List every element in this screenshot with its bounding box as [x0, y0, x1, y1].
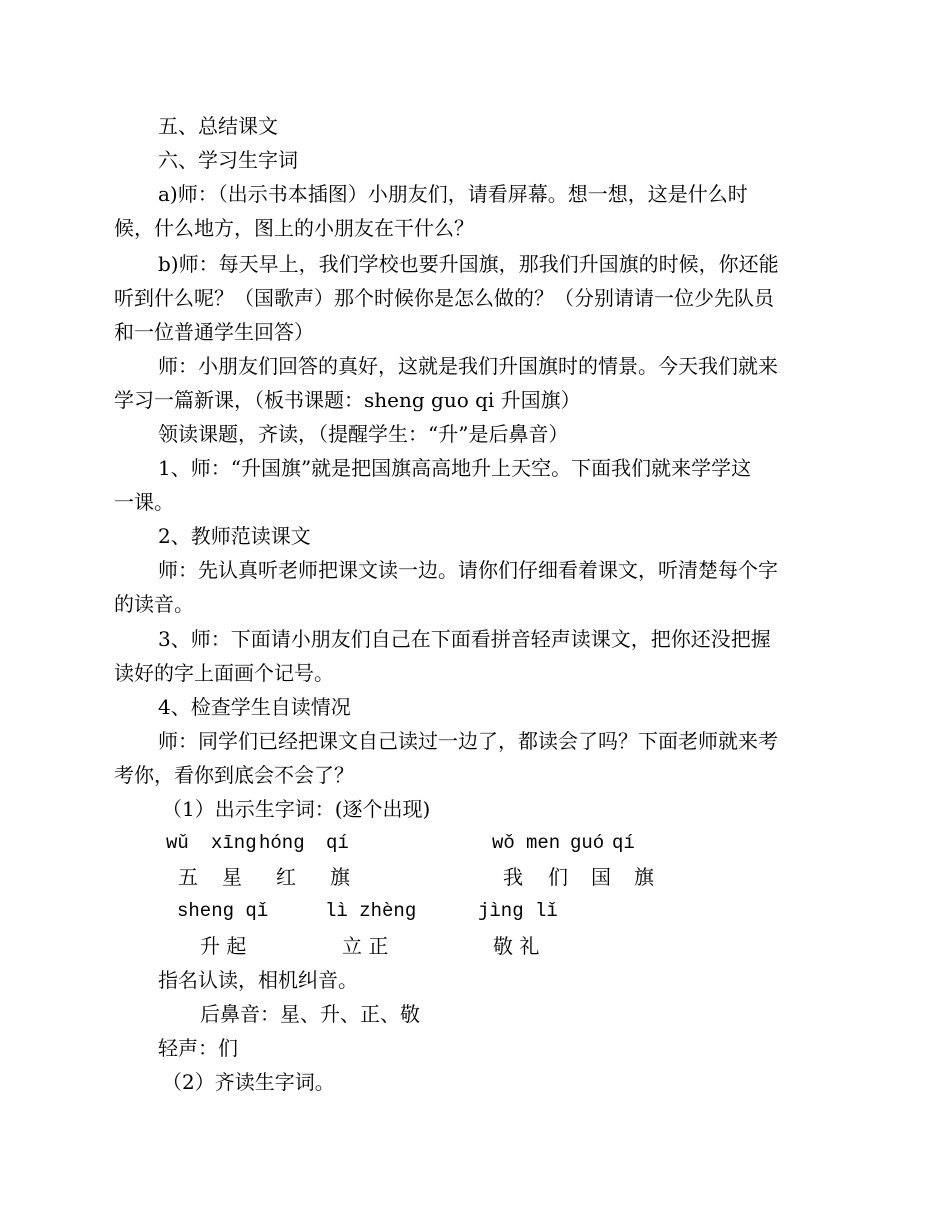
text-line: 师：同学们已经把课文自己读过一边了，都读会了吗？下面老师就来考: [158, 729, 778, 753]
text-line: a)师：（出示书本插图）小朋友们，请看屏幕。想一想，这是什么时: [158, 182, 748, 206]
vocab-char: 立 正: [342, 934, 389, 958]
text-line: 学习一篇新课，（板书课题：sheng guo qi 升国旗）: [114, 388, 581, 412]
pinyin: qí: [612, 832, 635, 854]
text-line: 4、检查学生自读情况: [158, 695, 351, 719]
text-line: 指名认读，相机纠音。: [158, 968, 358, 992]
vocab-char: 升 起: [200, 934, 247, 958]
text-line: 一课。: [114, 490, 174, 514]
text-line: 和一位普通学生回答）: [114, 320, 314, 344]
text-line: 轻声：们: [158, 1036, 238, 1060]
text-line: 后鼻音：星、升、正、敬: [200, 1002, 420, 1026]
text-line: 听到什么呢？（国歌声）那个时候你是怎么做的？（分别请请一位少先队员: [114, 286, 774, 310]
pinyin: jìnɡ lǐ: [478, 900, 558, 922]
vocab-char: 旗: [634, 865, 654, 889]
text-line: （2）齐读生字词。: [162, 1070, 335, 1094]
text-line: 的读音。: [114, 592, 194, 616]
vocab-char: 我: [503, 865, 523, 889]
pinyin: guó: [570, 832, 605, 854]
text-line: 师：先认真听老师把课文读一边。请你们仔细看着课文，听清楚每个字: [158, 558, 778, 582]
text-line: 师：小朋友们回答的真好，这就是我们升国旗时的情景。今天我们就来: [158, 354, 778, 378]
pinyin: wǔ: [166, 832, 189, 854]
text-line: （1）出示生字词：(逐个出现): [162, 797, 431, 821]
pinyin: men: [526, 832, 561, 854]
vocab-char: 敬 礼: [493, 934, 540, 958]
pinyin: qí: [326, 832, 349, 854]
text-line: 1、师：“升国旗”就是把国旗高高地升上天空。下面我们就来学学这: [158, 456, 752, 480]
vocab-char: 红: [276, 865, 296, 889]
pinyin: hóng: [259, 832, 305, 854]
vocab-char: 国: [591, 865, 611, 889]
text-line: 候，什么地方，图上的小朋友在干什么？: [114, 216, 474, 240]
text-line: 领读课题，齐读，（提醒学生：“升”是后鼻音）: [158, 422, 569, 446]
text-line: 3、师：下面请小朋友们自己在下面看拼音轻声读课文，把你还没把握: [158, 627, 771, 651]
text-line: b)师：每天早上，我们学校也要升国旗，那我们升国旗的时候，你还能: [158, 252, 779, 276]
pinyin: xīng: [211, 832, 257, 854]
text-line: 考你，看你到底会不会了？: [114, 763, 354, 787]
text-line: 五、总结课文: [158, 114, 278, 138]
pinyin: wǒ: [492, 832, 515, 854]
pinyin: lì zhènɡ: [325, 900, 417, 922]
vocab-char: 星: [222, 865, 242, 889]
text-line: 六、学习生字词: [158, 148, 298, 172]
vocab-char: 旗: [330, 865, 350, 889]
vocab-char: 们: [548, 865, 568, 889]
vocab-char: 五: [178, 865, 198, 889]
pinyin: shenɡ qǐ: [177, 900, 269, 922]
text-line: 读好的字上面画个记号。: [114, 661, 334, 685]
text-line: 2、教师范读课文: [158, 524, 311, 548]
